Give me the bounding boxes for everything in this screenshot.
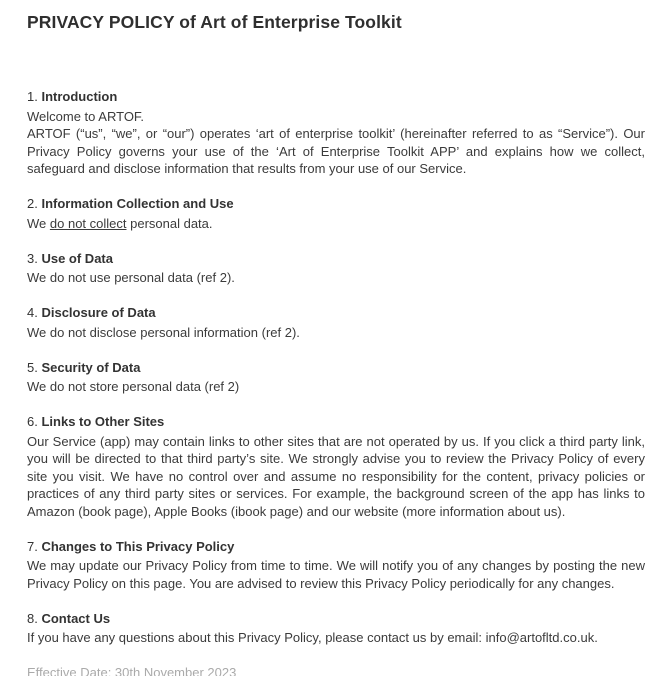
section-title: Information Collection and Use <box>41 196 234 211</box>
section-introduction <box>27 88 645 178</box>
section-number: 2. <box>27 196 38 211</box>
section-paragraph <box>27 215 645 233</box>
underlined-phrase: do not collect <box>49 215 127 231</box>
section-paragraph: If you have any questions about this Privacy Policy, please contact us by email: info@artofltd.co.uk. <box>27 630 598 645</box>
section-number: 8. <box>27 610 38 626</box>
section-heading <box>27 359 645 377</box>
section-use-of-data <box>27 250 645 287</box>
section-title: Disclosure of Data <box>41 305 156 320</box>
section-heading <box>27 304 645 322</box>
section-links-to-other-sites <box>27 413 645 520</box>
section-paragraph: ARTOF (“us”, “we”, or “our”) operates ‘art of enterprise toolkit’ (hereinafter referred to as “Service”). Our Privacy Policy governs your use of the ‘Art of Enterprise Toolkit APP’ and explains how we collect, safeguard and disclose information that results from your use of our Service. <box>27 126 645 176</box>
section-paragraph: We do not store personal data (ref 2) <box>27 379 240 394</box>
section-title: Contact Us <box>41 610 111 626</box>
section-paragraph: Our Service (app) may contain links to other sites that are not operated by us. If you click a third party link, you will be directed to that third party’s site. We strongly advise you to review the Privacy Policy of every site you visit. We have no control over and assume no responsibility for the content, privacy policies or practices of any third party sites or services. For example, the background screen of the app has links to Amazon (book page), Apple Books (ibook page) and our website (more information about us). <box>27 433 645 519</box>
effective-date: Effective Date: 30th November 2023 <box>27 665 237 676</box>
section-number: 7. <box>27 538 38 554</box>
section-changes-to-policy <box>27 538 645 593</box>
section-disclosure-of-data <box>27 304 645 341</box>
section-number: 1. <box>27 89 38 104</box>
section-heading <box>27 250 645 268</box>
section-paragraph: Welcome to ARTOF. <box>27 108 145 124</box>
section-title: Security of Data <box>41 359 141 375</box>
section-heading <box>27 538 645 556</box>
page-title: PRIVACY POLICY of Art of Enterprise Toolkit <box>27 12 402 32</box>
body-text: personal data. <box>126 215 213 231</box>
section-contact-us <box>27 610 645 647</box>
section-paragraph: We do not use personal data (ref 2). <box>27 270 235 285</box>
section-heading <box>27 413 645 431</box>
section-title: Links to Other Sites <box>41 414 165 429</box>
section-title: Changes to This Privacy Policy <box>41 538 235 554</box>
section-security-of-data <box>27 359 645 396</box>
section-information-collection <box>27 195 645 232</box>
section-number: 6. <box>27 414 38 429</box>
section-number: 5. <box>27 359 38 375</box>
section-paragraph: We do not disclose personal information (ref 2). <box>27 324 300 340</box>
body-text: We <box>27 215 50 231</box>
section-title: Introduction <box>41 89 118 104</box>
section-paragraph: We may update our Privacy Policy from time to time. We will notify you of any changes by posting the new Privacy Policy on this page. You are advised to review this Privacy Policy periodically for any changes. <box>27 558 645 591</box>
section-heading <box>27 195 645 213</box>
section-title: Use of Data <box>41 250 113 266</box>
section-heading <box>27 88 645 106</box>
section-heading <box>27 610 645 628</box>
section-number: 4. <box>27 305 38 320</box>
section-number: 3. <box>27 250 38 266</box>
